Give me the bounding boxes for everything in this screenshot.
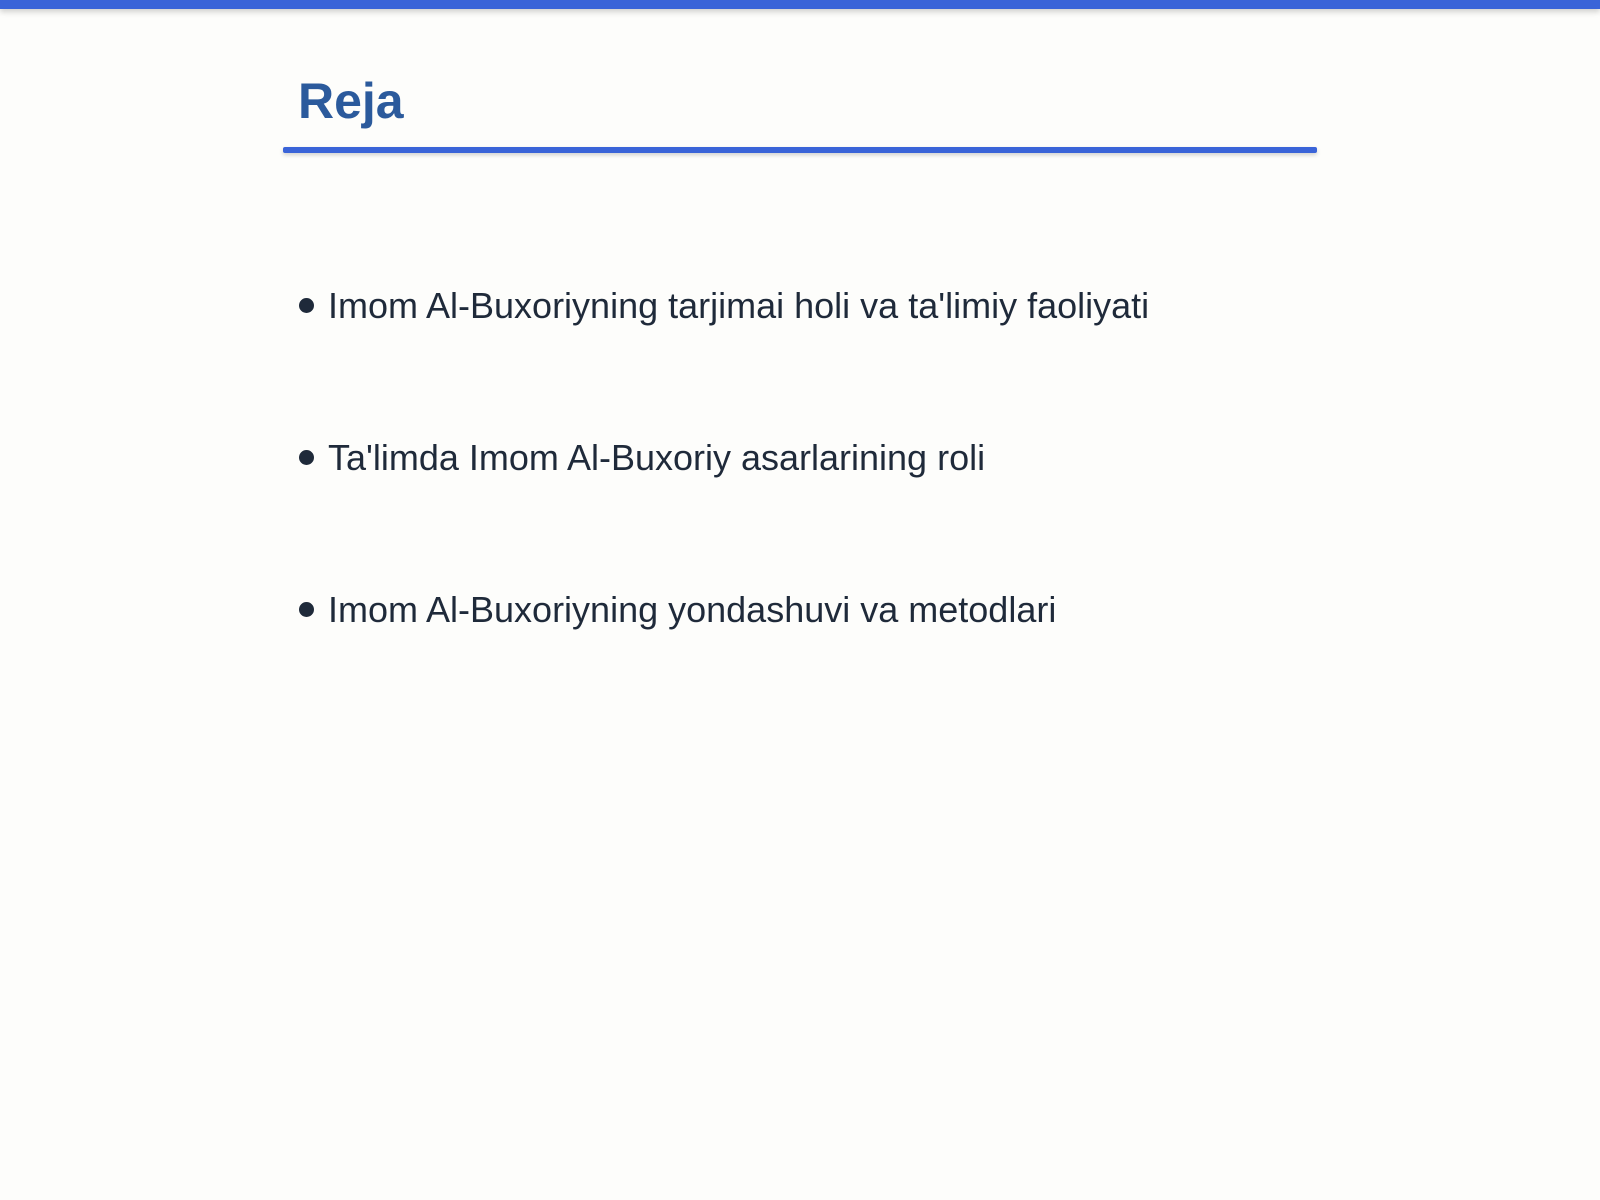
top-accent-bar bbox=[0, 0, 1600, 9]
bullet-text: Ta'limda Imom Al-Buxoriy asarlarining roli bbox=[328, 437, 986, 478]
bullet-dot-icon bbox=[299, 602, 314, 617]
slide-title: Reja bbox=[298, 73, 404, 129]
list-item bbox=[299, 276, 1149, 428]
bullet-dot-icon bbox=[299, 450, 314, 465]
bullet-list bbox=[299, 276, 1149, 732]
bullet-text: Imom Al-Buxoriyning yondashuvi va metodlari bbox=[328, 589, 1057, 630]
title-underline bbox=[283, 147, 1317, 153]
list-item bbox=[299, 428, 1149, 580]
bullet-text: Imom Al-Buxoriyning tarjimai holi va ta'limiy faoliyati bbox=[328, 285, 1150, 326]
bullet-dot-icon bbox=[299, 298, 314, 313]
list-item bbox=[299, 580, 1149, 732]
